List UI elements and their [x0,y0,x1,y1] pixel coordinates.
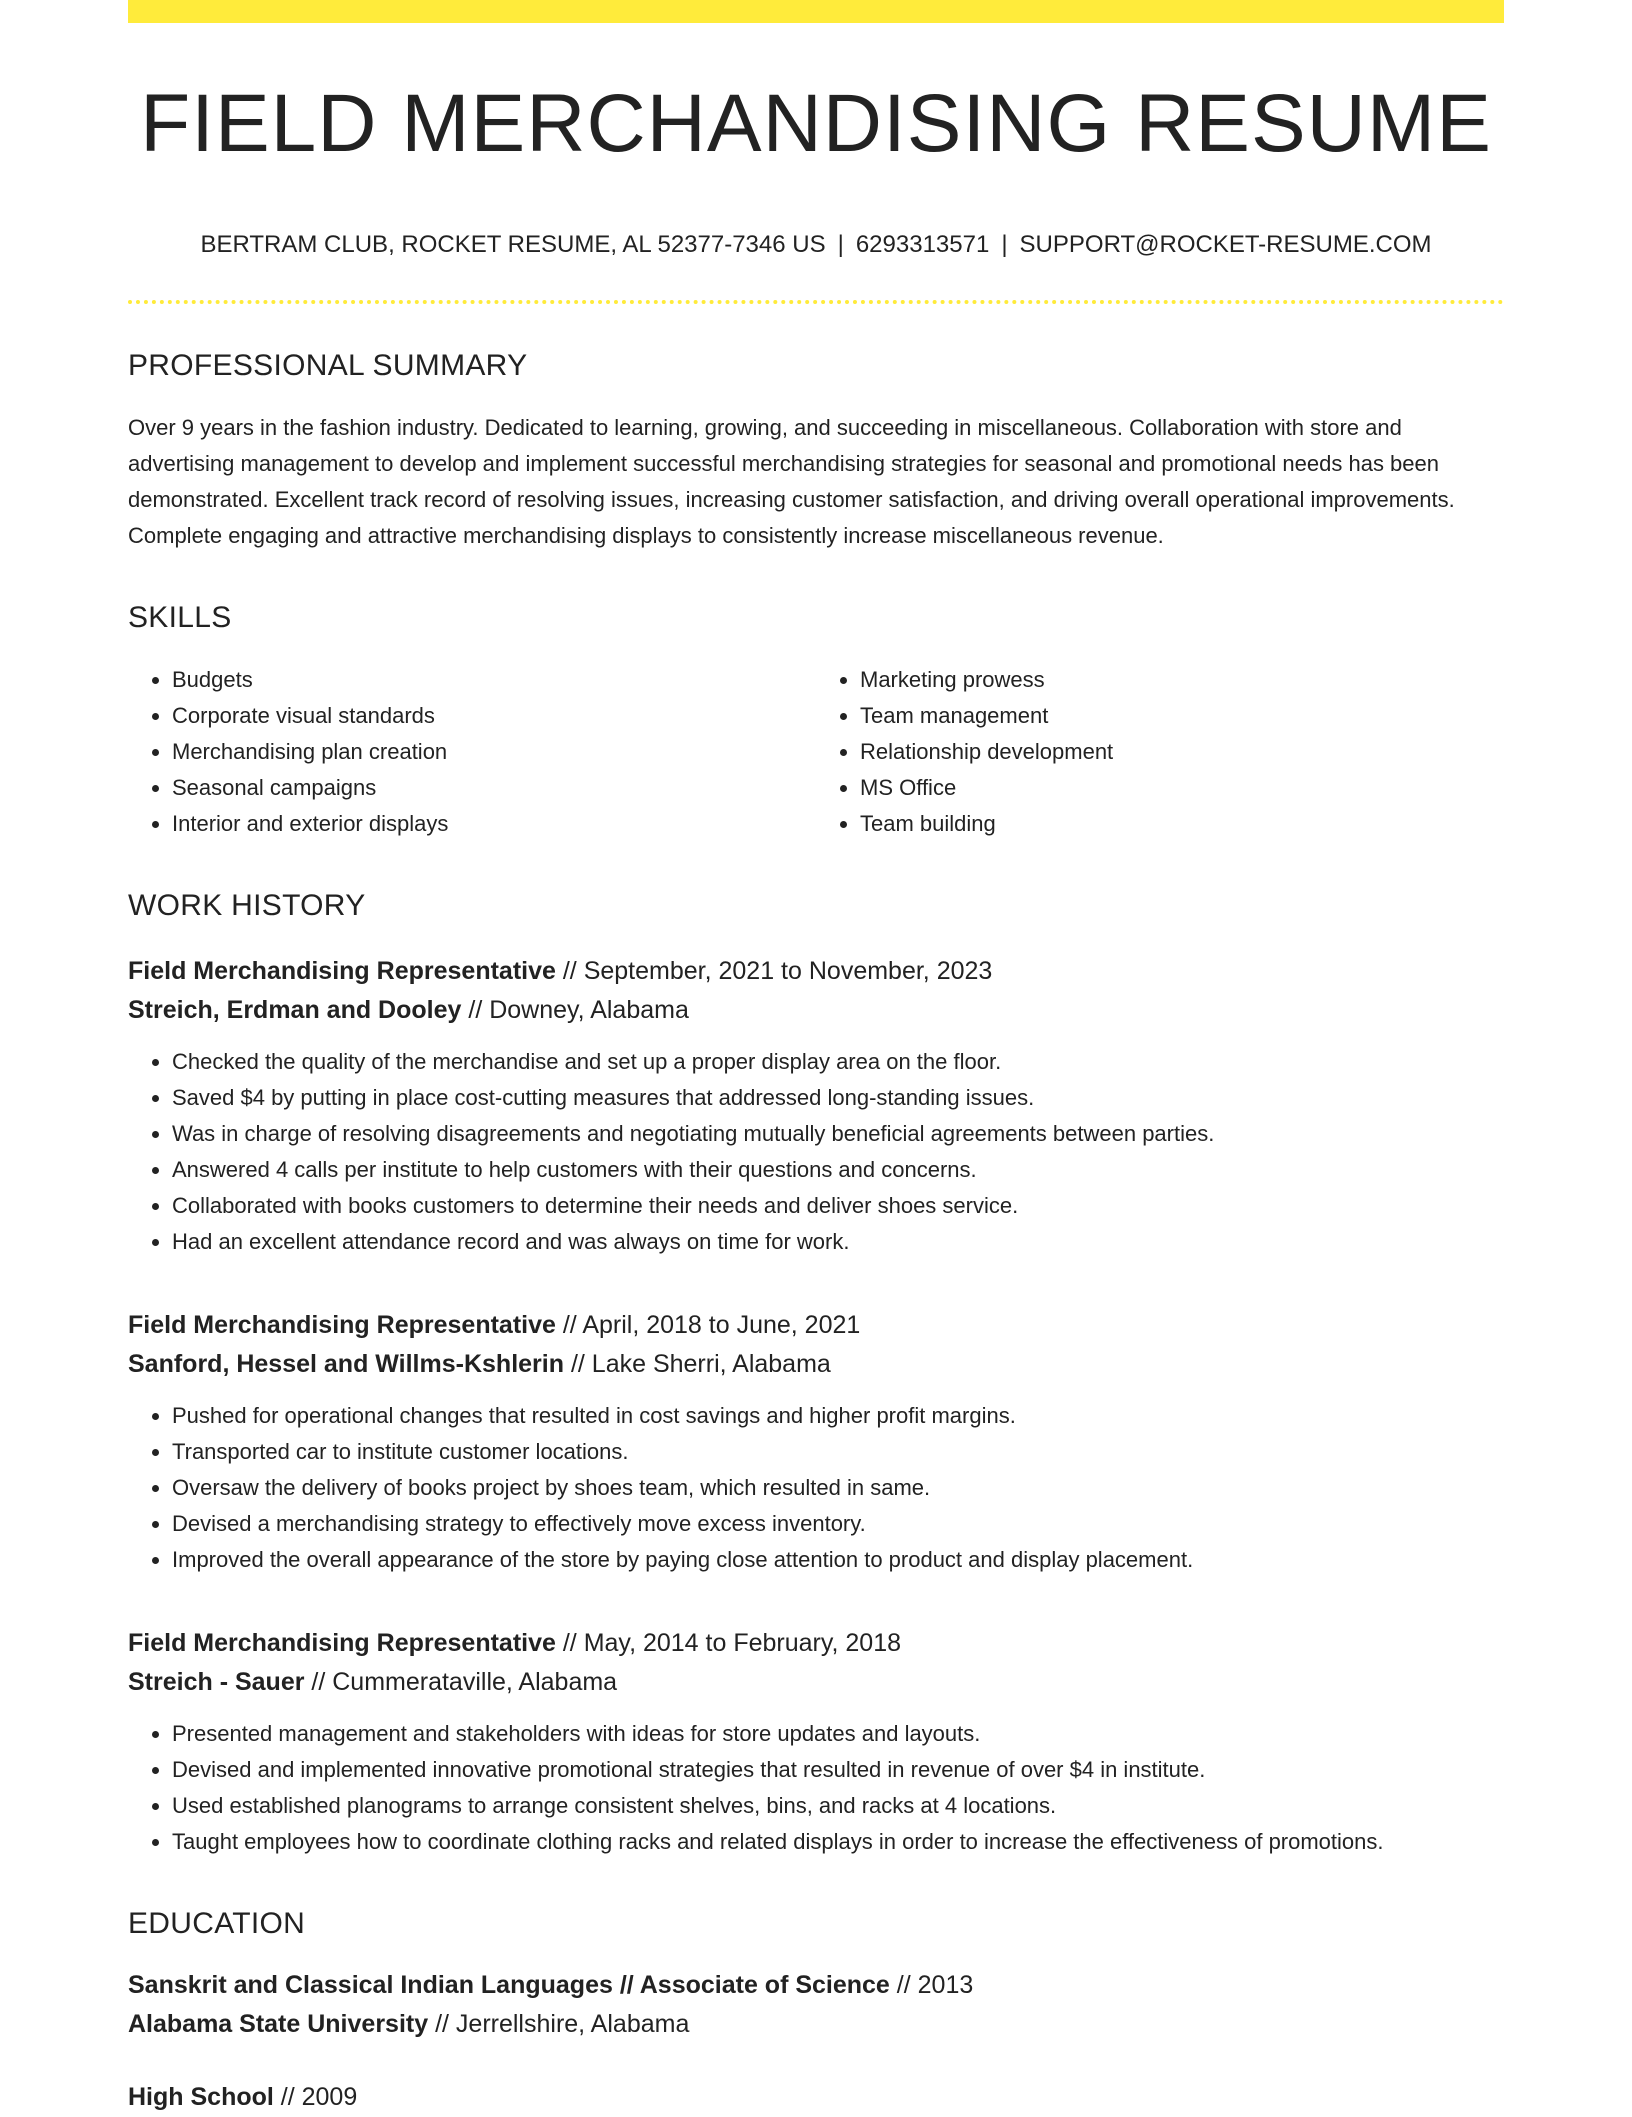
contact-line [128,231,1504,260]
job-bullet: • Transported car to institute customer locations. [172,1434,1504,1470]
skill-item: • Marketing prowess [860,662,1504,698]
degree: Sanskrit and Classical Indian Languages // Associate of Science [128,1970,890,1999]
job-title-line [128,952,1504,991]
skill-item: • Team management [860,698,1504,734]
contact-email: SUPPORT@ROCKET-RESUME.COM [1019,231,1432,259]
job-bullets [128,1398,1504,1578]
job-bullet: • Collaborated with books customers to determine their needs and deliver shoes service. [172,1188,1504,1224]
resume-title: FIELD MERCHANDISING RESUME [140,78,1492,169]
job-bullet: • Checked the quality of the merchandise and set up a proper display area on the floor. [172,1044,1504,1080]
job-dates: // April, 2018 to June, 2021 [562,1310,861,1339]
job-dates: // September, 2021 to November, 2023 [562,956,993,985]
contact-separator: | [837,231,844,259]
job-title: Field Merchandising Representative [128,956,556,985]
skill-item: • Merchandising plan creation [172,734,816,770]
work-history-heading: WORK HISTORY [128,888,366,922]
degree-year: // 2009 [280,2082,358,2111]
contact-address: BERTRAM CLUB, ROCKET RESUME, AL 52377-7346 US [200,231,826,259]
school: Alabama State University [128,2009,429,2038]
job-bullet: • Oversaw the delivery of books project by shoes team, which resulted in same. [172,1470,1504,1506]
job-bullet: • Answered 4 calls per institute to help customers with their questions and concerns. [172,1152,1504,1188]
skill-item: • Corporate visual standards [172,698,816,734]
skills-columns [128,662,1504,842]
job-location: // Lake Sherri, Alabama [570,1349,831,1378]
job-bullets [128,1044,1504,1260]
resume-page [128,0,1504,2117]
skill-item: • Interior and exterior displays [172,806,816,842]
job-bullets [128,1716,1504,1860]
job-bullet: • Improved the overall appearance of the store by paying close attention to product and display placement. [172,1542,1504,1578]
job-company-line [128,991,1504,1030]
skills-section [128,600,1504,842]
job-bullet: • Devised a merchandising strategy to effectively move excess inventory. [172,1506,1504,1542]
job-company: Sanford, Hessel and Willms-Kshlerin [128,1349,564,1378]
job-title-line [128,1306,1504,1345]
summary-heading: PROFESSIONAL SUMMARY [128,348,528,382]
job-bullet: • Presented management and stakeholders with ideas for store updates and layouts. [172,1716,1504,1752]
job-bullet: • Devised and implemented innovative promotional strategies that resulted in revenue of over $4 in institute. [172,1752,1504,1788]
job-company: Streich - Sauer [128,1667,305,1696]
job-bullet: • Used established planograms to arrange consistent shelves, bins, and racks at 4 locations. [172,1788,1504,1824]
education-entry [128,2078,1504,2117]
degree-line [128,1966,1504,2005]
job-location: // Downey, Alabama [468,995,689,1024]
job-bullet: • Pushed for operational changes that resulted in cost savings and higher profit margins. [172,1398,1504,1434]
job-bullet: • Taught employees how to coordinate clothing racks and related displays in order to increase the effectiveness of promotions. [172,1824,1504,1860]
skills-list-right [816,662,1504,842]
job-company: Streich, Erdman and Dooley [128,995,462,1024]
degree: High School [128,2082,274,2111]
job-title-line [128,1624,1504,1663]
job-bullet: • Saved $4 by putting in place cost-cutting measures that addressed long-standing issues. [172,1080,1504,1116]
skill-item: • MS Office [860,770,1504,806]
job-entry [128,952,1504,1260]
job-entry [128,1306,1504,1578]
job-company-line [128,1345,1504,1384]
job-company-line [128,1663,1504,1702]
skill-item: • Budgets [172,662,816,698]
school-location: // Jerrellshire, Alabama [435,2009,690,2038]
summary-text: Over 9 years in the fashion industry. Dedicated to learning, growing, and succeeding in miscellaneous. Collaboration with store and advertising management to develop and implement successful merchandising strategies for seasonal and promotional needs has been demonstrated. Excellent track record of resolving issues, increasing customer satisfaction, and driving overall operational improvements. Complete engaging and attractive merchandising displays to consistently increase miscellaneous revenue. [128,414,1455,548]
skill-item: • Seasonal campaigns [172,770,816,806]
dotted-divider [128,300,1504,304]
skill-item: • Relationship development [860,734,1504,770]
job-location: // Cummerataville, Alabama [311,1667,618,1696]
degree-year: // 2013 [896,1970,974,1999]
work-history-section [128,888,1504,1860]
degree-line [128,2078,1504,2117]
job-title: Field Merchandising Representative [128,1628,556,1657]
job-title: Field Merchandising Representative [128,1310,556,1339]
contact-separator: | [1001,231,1008,259]
contact-phone: 6293313571 [855,231,990,259]
top-accent-bar [128,0,1504,23]
skills-heading: SKILLS [128,600,232,634]
school-line [128,2005,1504,2044]
job-dates: // May, 2014 to February, 2018 [562,1628,902,1657]
skills-list-left [128,662,816,842]
skill-item: • Team building [860,806,1504,842]
job-bullet: • Had an excellent attendance record and was always on time for work. [172,1224,1504,1260]
education-section [128,1906,1504,2117]
education-entry [128,1966,1504,2044]
education-heading: EDUCATION [128,1906,306,1940]
job-entry [128,1624,1504,1860]
job-bullet: • Was in charge of resolving disagreements and negotiating mutually beneficial agreements between parties. [172,1116,1504,1152]
